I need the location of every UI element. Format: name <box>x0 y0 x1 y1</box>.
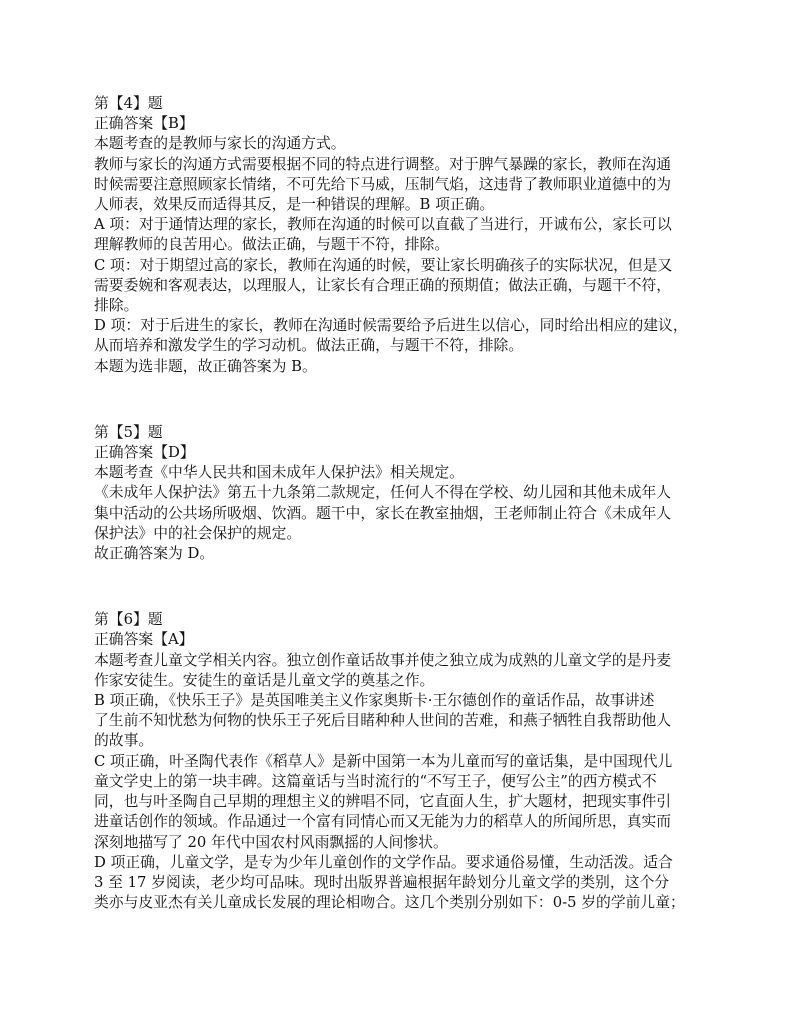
explanation <box>94 134 712 376</box>
explanation-line: C 项正确，叶圣陶代表作《稻草人》是新中国第一本为儿童而写的童话集，是中国现代儿 <box>94 752 673 770</box>
explanation-line: 了生前不知忧愁为何物的快乐王子死后目睹种种人世间的苦难，和燕子牺牲自我帮助他人 <box>94 712 672 730</box>
correct-answer: 正确答案【D】 <box>94 444 195 462</box>
correct-answer: 正确答案【B】 <box>94 115 194 133</box>
explanation-line: 作家安徒生。安徒生的童话是儿童文学的奠基之作。 <box>94 671 435 689</box>
explanation <box>94 463 712 564</box>
document-body <box>94 94 712 913</box>
explanation-line: 本题考查《中华人民共和国未成年人保护法》相关规定。 <box>94 464 464 482</box>
explanation-line: A 项：对于通情达理的家长，教师在沟通的时候可以直截了当进行，开诚布公，家长可以 <box>94 216 672 234</box>
explanation-line: 《未成年人保护法》第五十九条第二款规定，任何人不得在学校、幼儿园和其他未成年人 <box>94 484 672 502</box>
explanation-line: D 项正确，儿童文学，是专为少年儿童创作的文学作品。要求通俗易懂，生动活泼。适合 <box>94 853 673 871</box>
explanation-line: 时候需要注意照顾家长情绪，不可先给下马威，压制气焰，这违背了教师职业道德中的为 <box>94 175 672 193</box>
explanation-line: 教师与家长的沟通方式需要根据不同的特点进行调整。对于脾气暴躁的家长，教师在沟通 <box>94 155 672 173</box>
explanation-line: 故正确答案为 D。 <box>94 545 215 563</box>
explanation-line: D 项：对于后进生的家长，教师在沟通时候需要给予后进生以信心，同时给出相应的建议， <box>94 317 688 335</box>
explanation-line: 的故事。 <box>94 732 154 750</box>
question-6 <box>94 610 712 913</box>
explanation-line: 类亦与皮亚杰有关儿童成长发展的理论相吻合。这几个类别分别如下：0-5 岁的学前儿童； <box>94 894 685 912</box>
explanation-line: B 项正确，《快乐王子》是英国唯美主义作家奥斯卡·王尔德创作的童话作品，故事讲述 <box>94 692 655 710</box>
explanation-line: 人师表，效果反而适得其反，是一种错误的理解。B 项正确。 <box>94 196 495 214</box>
explanation-line: 需要委婉和客观表达，以理服人，让家长有合理正确的预期值；做法正确，与题干不符， <box>94 276 672 294</box>
explanation-line: 集中活动的公共场所吸烟、饮酒。题干中，家长在教室抽烟，王老师制止符合《未成年人 <box>94 504 672 522</box>
explanation-line: 保护法》中的社会保护的规定。 <box>94 524 302 542</box>
explanation-line: 进童话创作的领域。作品通过一个富有同情心而又无能为力的稻草人的所闻所思，真实而 <box>94 813 672 831</box>
explanation-line: 同，也与叶圣陶自己早期的理想主义的辨唱不同，它直面人生，扩大题材，把现实事件引 <box>94 793 672 811</box>
question-number: 第【5】题 <box>94 423 163 441</box>
explanation-line: 本题考查的是教师与家长的沟通方式。 <box>94 135 346 153</box>
explanation <box>94 651 712 914</box>
explanation-line: 排除。 <box>94 297 139 315</box>
question-number: 第【4】题 <box>94 95 163 112</box>
question-5 <box>94 423 712 564</box>
explanation-line: 本题考查儿童文学相关内容。独立创作童话故事并使之独立成为成熟的儿童文学的是丹麦 <box>94 651 672 669</box>
explanation-line: 从而培养和激发学生的学习动机。做法正确，与题干不符，排除。 <box>94 337 524 355</box>
explanation-line: 理解教师的良苦用心。做法正确，与题干不符，排除。 <box>94 236 450 254</box>
correct-answer: 正确答案【A】 <box>94 631 194 649</box>
explanation-line: 深刻地描写了 20 年代中国农村风雨飘摇的人间惨状。 <box>94 833 448 851</box>
explanation-line: 3 至 17 岁阅读，老少均可品味。现时出版界普遍根据年龄划分儿童文学的类别，这个分 <box>94 873 670 891</box>
question-number: 第【6】题 <box>94 611 163 629</box>
explanation-line: 本题为选非题，故正确答案为 B。 <box>94 357 317 375</box>
explanation-line: C 项：对于期望过高的家长，教师在沟通的时候，要让家长明确孩子的实际状况，但是又 <box>94 256 673 274</box>
question-4 <box>94 94 712 377</box>
explanation-line: 童文学史上的第一块丰碑。这篇童话与当时流行的“不写王子，便写公主”的西方模式不 <box>94 772 657 790</box>
